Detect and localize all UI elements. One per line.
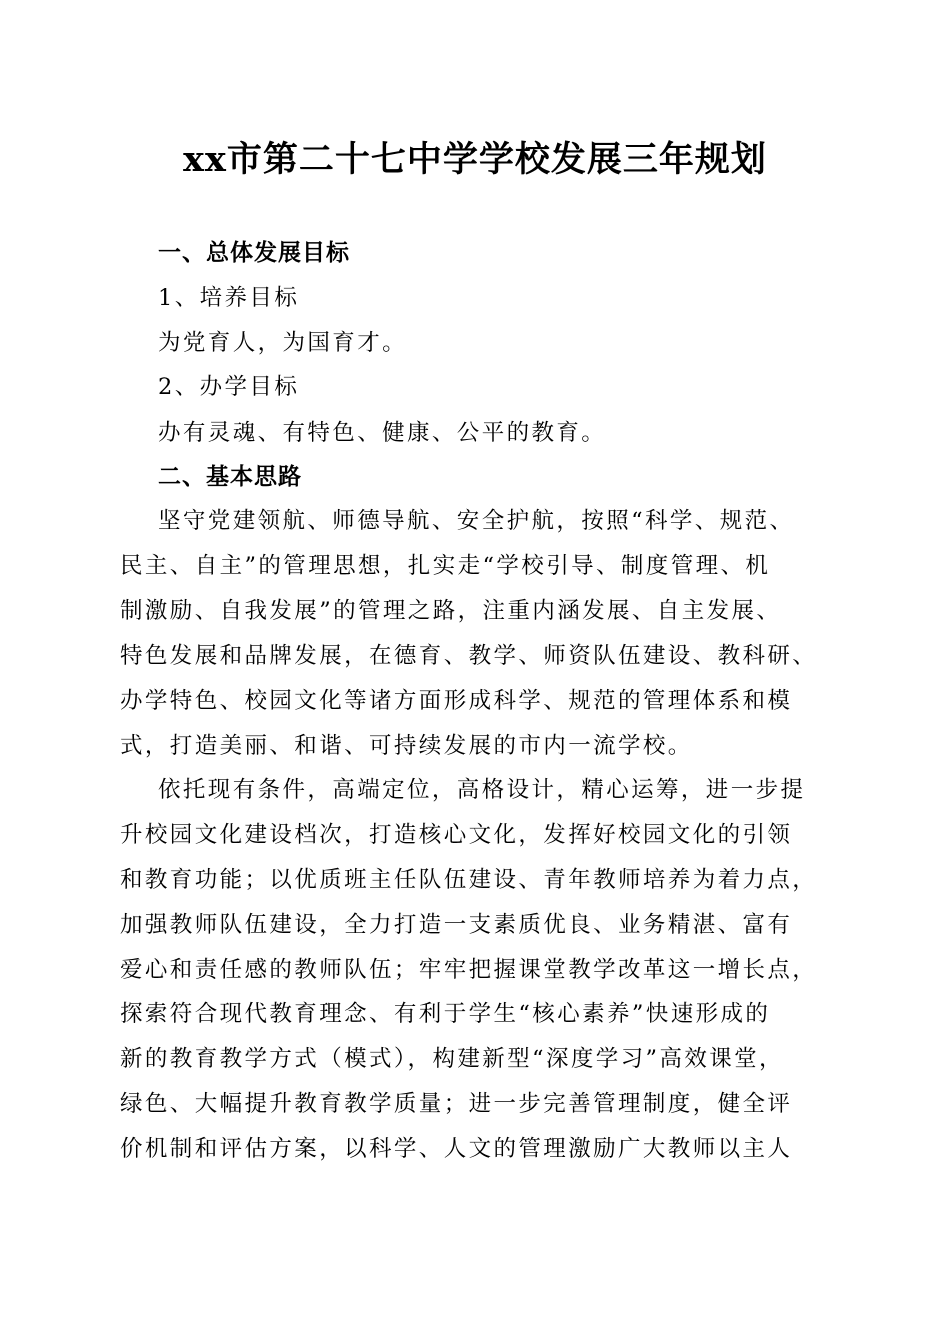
- paragraph-line: 加强教师队伍建设，全力打造一支素质优良、业务精湛、富有: [120, 912, 793, 938]
- paragraph-line: 办学特色、校园文化等诸方面形成科学、规范的管理体系和模: [120, 688, 793, 714]
- paragraph-line: 式，打造美丽、和谐、可持续发展的市内一流学校。: [120, 733, 693, 759]
- paragraph-line: 和教育功能；以优质班主任队伍建设、青年教师培养为着力点，: [120, 867, 818, 893]
- school-goal-text: 办有灵魂、有特色、健康、公平的教育。: [158, 420, 607, 446]
- paragraph-line: 升校园文化建设档次，打造核心文化，发挥好校园文化的引领: [120, 822, 793, 848]
- paragraph-line: 新的教育教学方式（模式），构建新型“深度学习”高效课堂，: [120, 1046, 784, 1072]
- training-goal-text: 为党育人，为国育才。: [158, 330, 408, 356]
- paragraph-line: 绿色、大幅提升教育教学质量；进一步完善管理制度，健全评: [120, 1091, 793, 1117]
- paragraph-line: 爱心和责任感的教师队伍；牢牢把握课堂教学改革这一增长点，: [120, 957, 818, 983]
- subheading-school-goal: 2、办学目标: [158, 374, 300, 400]
- document-title: xx市第二十七中学学校发展三年规划: [183, 139, 767, 180]
- section-heading-overall-goals: 一、总体发展目标: [158, 240, 350, 266]
- paragraph-line: 依托现有条件，高端定位，高格设计，精心运筹，进一步提: [158, 777, 806, 803]
- subheading-training-goal: 1、培养目标: [158, 285, 300, 311]
- section-heading-basic-approach: 二、基本思路: [158, 464, 302, 490]
- paragraph-line: 探索符合现代教育理念、有利于学生“核心素养”快速形成的: [120, 1001, 771, 1027]
- paragraph-line: 坚守党建领航、师德导航、安全护航，按照“科学、规范、: [158, 508, 795, 534]
- paragraph-line: 制激励、自我发展”的管理之路，注重内涵发展、自主发展、: [120, 598, 782, 624]
- paragraph-line: 价机制和评估方案，以科学、人文的管理激励广大教师以主人: [120, 1136, 793, 1162]
- paragraph-line: 特色发展和品牌发展，在德育、教学、师资队伍建设、教科研、: [120, 643, 818, 669]
- paragraph-line: 民主、自主”的管理思想，扎实走“学校引导、制度管理、机: [120, 553, 771, 579]
